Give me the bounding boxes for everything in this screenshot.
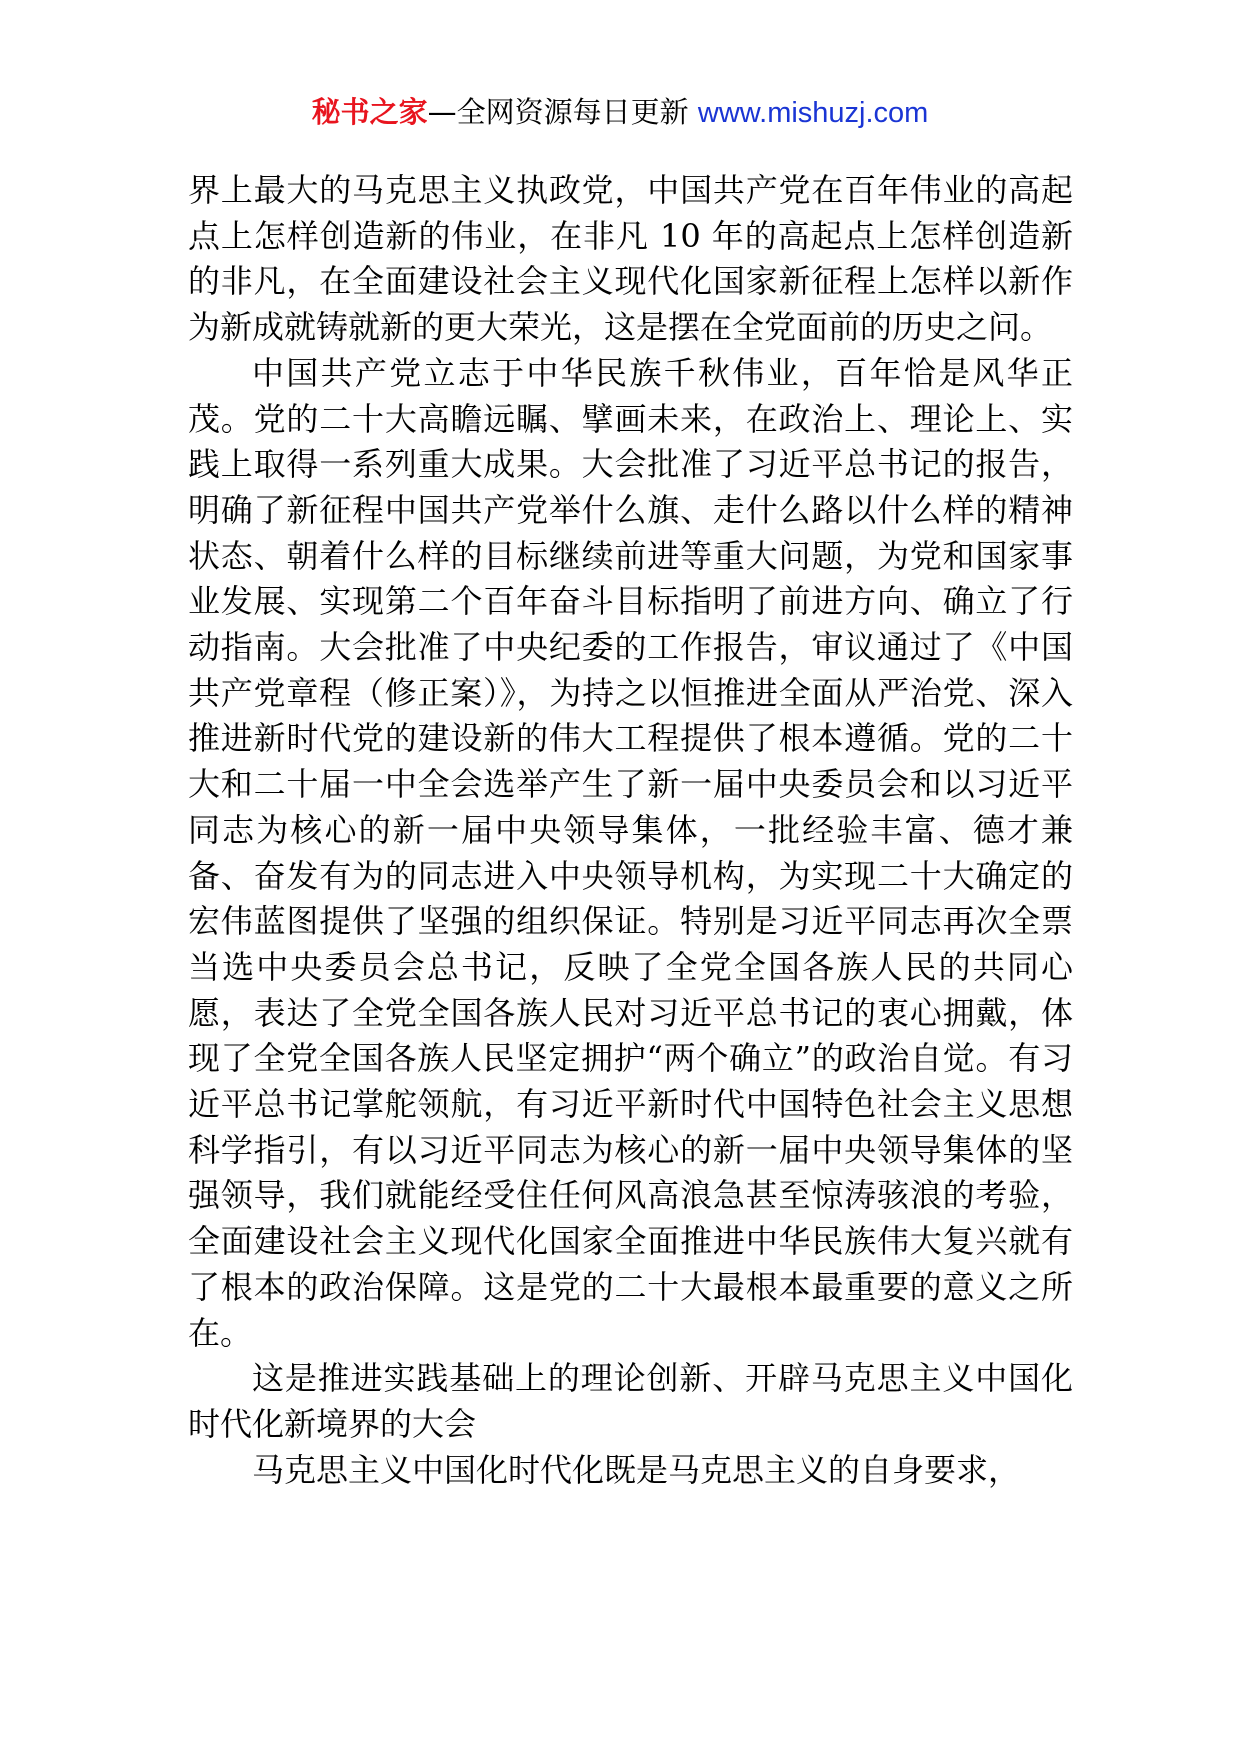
website-link[interactable]: www.mishuzj.com xyxy=(697,97,929,129)
brand-name: 秘书之家 xyxy=(311,95,428,129)
paragraph-continued: 界上最大的马克思主义执政党，中国共产党在百年伟业的高起点上怎样创造新的伟业，在非凡 10 年的高起点上怎样创造新的非凡，在全面建设社会主义现代化国家新征程上怎样以新作为新成就铸就新的更大荣光，这是摆在全党面前的历史之问。 xyxy=(188,171,1073,347)
document-body xyxy=(188,168,1073,1493)
paragraph-congress-significance: 中国共产党立志于中华民族千秋伟业，百年恰是风华正茂。党的二十大高瞻远瞩、擘画未来，在政治上、理论上、实践上取得一系列重大成果。大会批准了习近平总书记的报告，明确了新征程中国共产党举什么旗、走什么路以什么样的精神状态、朝着什么样的目标继续前进等重大问题，为党和国家事业发展、实现第二个百年奋斗目标指明了前进方向、确立了行动指南。大会批准了中央纪委的工作报告，审议通过了《中国共产党章程（修正案）》，为持之以恒推进全面从严治党、深入推进新时代党的建设新的伟大工程提供了根本遵循。党的二十大和二十届一中全会选举产生了新一届中央委员会和以习近平同志为核心的新一届中央领导集体，一批经验丰富、德才兼备、奋发有为的同志进入中央领导机构，为实现二十大确定的宏伟蓝图提供了坚强的组织保证。特别是习近平同志再次全票当选中央委员会总书记，反映了全党全国各族人民的共同心愿，表达了全党全国各族人民对习近平总书记的衷心拥戴，体现了全党全国各族人民坚定拥护“两个确立”的政治自觉。有习近平总书记掌舵领航，有习近平新时代中国特色社会主义思想科学指引，有以习近平同志为核心的新一届中央领导集体的坚强领导，我们就能经受住任何风高浪急甚至惊涛骇浪的考验，全面建设社会主义现代化国家全面推进中华民族伟大复兴就有了根本的政治保障。这是党的二十大最根本最重要的意义之所在。 xyxy=(188,353,1073,1352)
page-header xyxy=(0,92,1240,133)
paragraph-sinicization: 马克思主义中国化时代化既是马克思主义的自身要求， xyxy=(252,1450,1021,1489)
section-heading-theory-innovation: 这是推进实践基础上的理论创新、开辟马克思主义中国化时代化新境界的大会 xyxy=(188,1359,1073,1443)
header-tagline: —全网资源每日更新 xyxy=(427,95,689,129)
